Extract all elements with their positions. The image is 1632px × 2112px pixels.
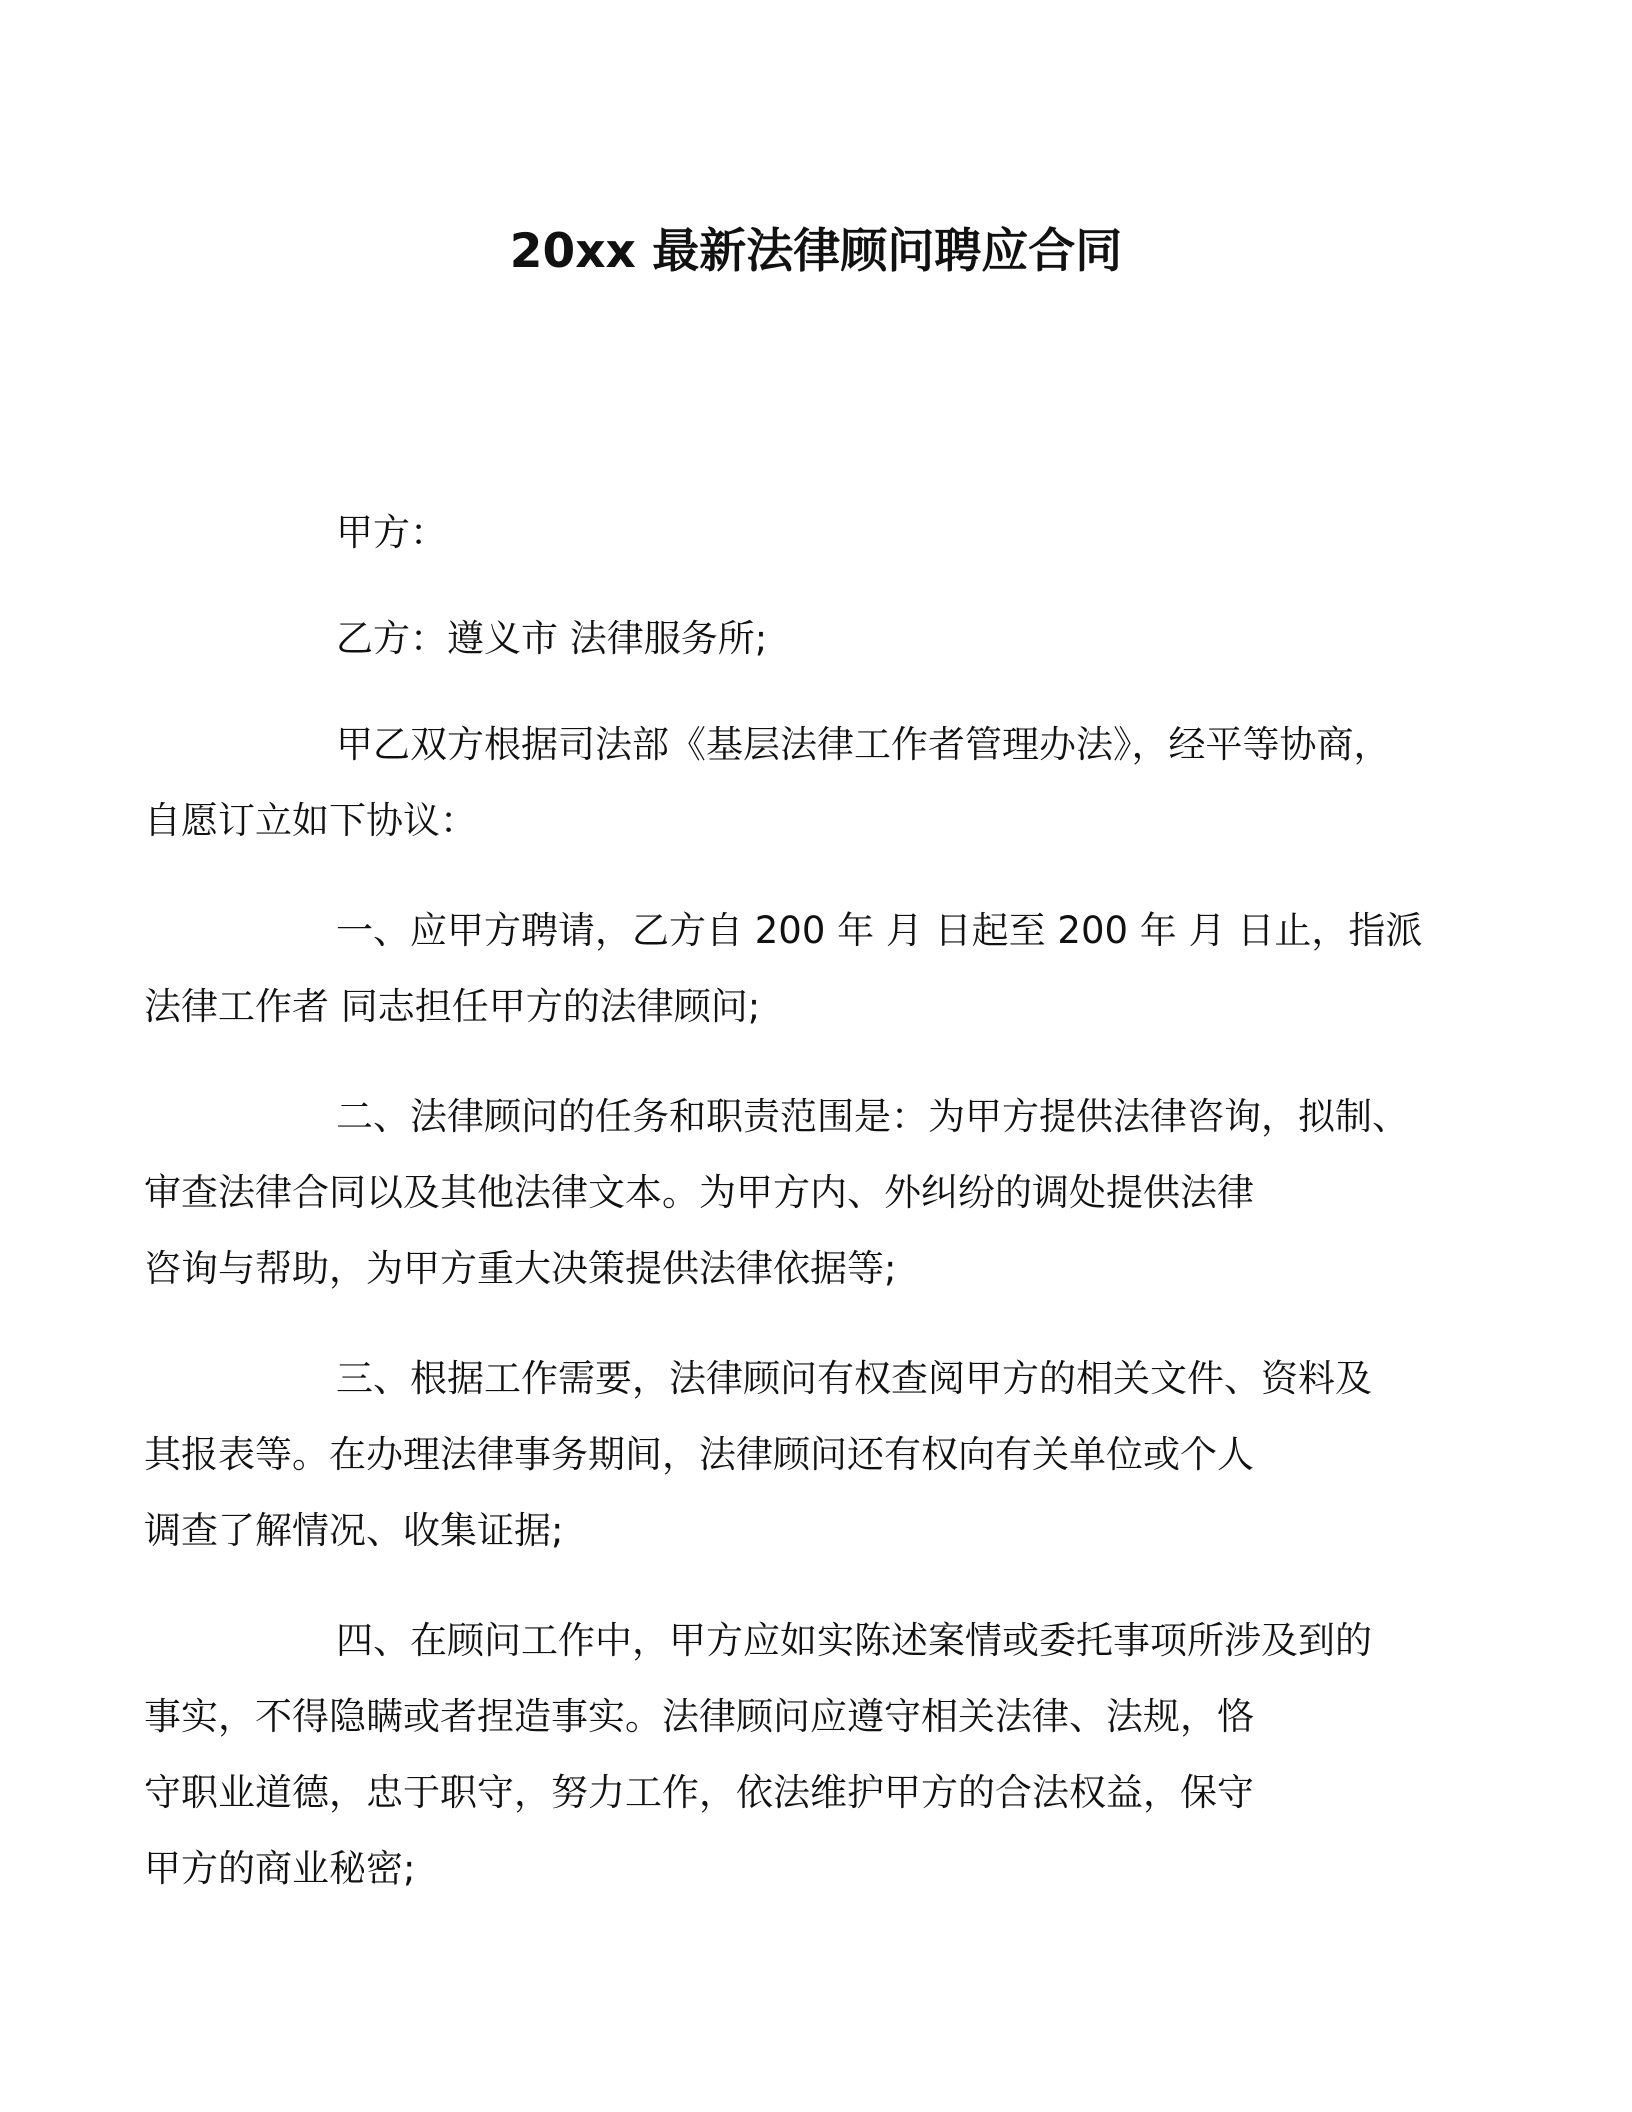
paragraph-clause-3 [144,1341,1420,1569]
text-line: 事实，不得隐瞒或者捏造事实。法律顾问应遵守相关法律、法规，恪 [144,1695,1254,1738]
text-line: 甲方： [336,511,447,554]
text-line: 一、应甲方聘请，乙方自 200 年 月 日起至 200 年 月 日止，指派 [336,909,1423,952]
text-line: 二、法律顾问的任务和职责范围是：为甲方提供法律咨询，拟制、 [336,1095,1409,1138]
text-line: 甲方的商业秘密; [144,1847,416,1890]
text-line: 审查法律合同以及其他法律文本。为甲方内、外纠纷的调处提供法律 [144,1171,1254,1214]
document-title: 20xx 最新法律顾问聘应合同 [509,224,1123,279]
paragraph-clause-4 [144,1603,1420,1907]
text-line: 调查了解情况、收集证据; [144,1509,564,1552]
text-line: 其报表等。在办理法律事务期间，法律顾问还有权向有关单位或个人 [144,1433,1254,1476]
paragraph-party-a [240,495,1420,571]
text-line: 三、根据工作需要，法律顾问有权查阅甲方的相关文件、资料及 [336,1357,1372,1400]
paragraph-clause-1 [144,893,1423,1045]
text-line: 乙方：遵义市 法律服务所; [336,617,768,660]
paragraph-party-b [240,601,1420,677]
paragraph-clause-2 [144,1079,1420,1307]
text-line: 四、在顾问工作中，甲方应如实陈述案情或委托事项所涉及到的 [336,1619,1372,1662]
paragraph-preamble [144,707,1420,859]
text-line: 守职业道德，忠于职守，努力工作，依法维护甲方的合法权益，保守 [144,1771,1254,1814]
text-line: 自愿订立如下协议： [144,799,477,842]
text-line: 甲乙双方根据司法部《基层法律工作者管理办法》，经平等协商， [336,723,1391,766]
text-line: 咨询与帮助，为甲方重大决策提供法律依据等; [144,1247,897,1290]
text-line: 法律工作者 同志担任甲方的法律顾问; [144,985,761,1028]
document-body [144,495,1423,1937]
